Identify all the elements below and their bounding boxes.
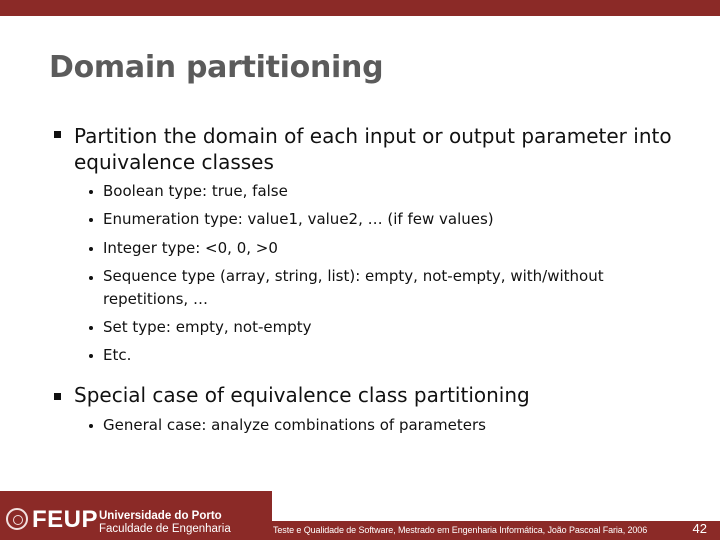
sub-bullet-1-1: Boolean type: true, false xyxy=(103,182,288,200)
slide-title: Domain partitioning xyxy=(49,50,384,85)
round-bullet-icon xyxy=(89,424,93,428)
feup-logo-text: FEUP xyxy=(32,506,99,533)
round-bullet-icon xyxy=(89,218,93,222)
round-bullet-icon xyxy=(89,190,93,194)
sub-bullet-1-6: Etc. xyxy=(103,346,132,364)
university-seal-icon xyxy=(6,508,28,530)
round-bullet-icon xyxy=(89,354,93,358)
square-bullet-icon xyxy=(54,393,61,400)
university-name: Universidade do Porto xyxy=(99,510,222,522)
round-bullet-icon xyxy=(89,276,93,280)
round-bullet-icon xyxy=(89,326,93,330)
page-number: 42 xyxy=(692,521,707,536)
top-brand-bar xyxy=(0,0,720,16)
faculty-name: Faculdade de Engenharia xyxy=(99,523,231,535)
sub-bullet-1-3: Integer type: <0, 0, >0 xyxy=(103,239,278,257)
sub-bullet-1-4: Sequence type (array, string, list): empty, not-empty, with/without repetitions, … xyxy=(103,267,604,308)
round-bullet-icon xyxy=(89,247,93,251)
sub-bullet-2-1: General case: analyze combinations of parameters xyxy=(103,416,486,434)
bullet-1-text: Partition the domain of each input or output parameter into equivalence classes xyxy=(74,124,672,174)
sub-bullet-1-5: Set type: empty, not-empty xyxy=(103,318,312,336)
sub-bullet-1-2: Enumeration type: value1, value2, … (if few values) xyxy=(103,210,494,228)
bullet-2-text: Special case of equivalence class partitioning xyxy=(74,383,530,407)
footer-course-text: Teste e Qualidade de Software, Mestrado em Engenharia Informática, João Pascoal Faria, 2006 xyxy=(273,525,648,535)
square-bullet-icon xyxy=(54,131,61,138)
